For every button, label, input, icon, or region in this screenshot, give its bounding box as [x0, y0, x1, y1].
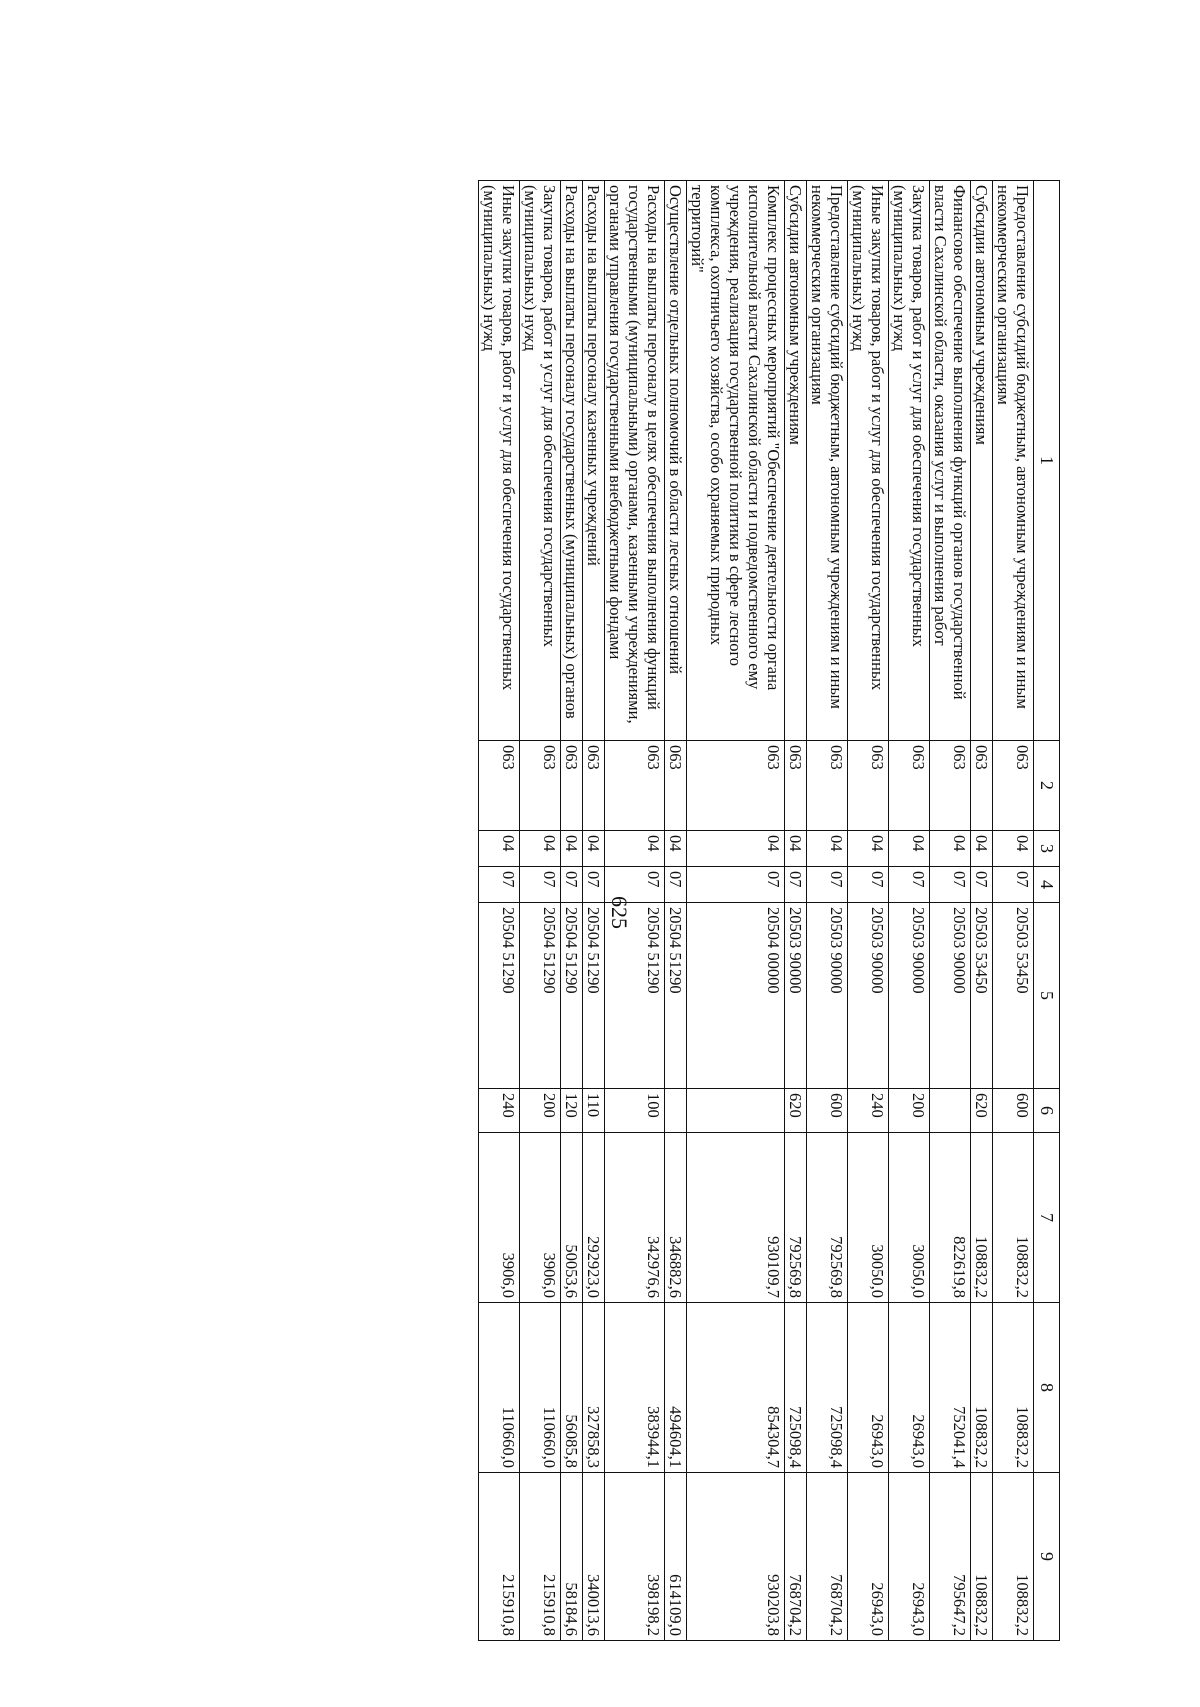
amount-col-9: 58184,6	[561, 1473, 583, 1641]
column-header: 4	[1034, 867, 1060, 903]
amount-col-9: 340013,6	[583, 1473, 605, 1641]
target-article-code: 20504 51290	[561, 903, 583, 1089]
expense-type-code: 600	[807, 1089, 848, 1133]
amount-col-9: 215910,8	[520, 1473, 561, 1641]
table-row	[583, 181, 605, 1641]
expense-type-code: 200	[889, 1089, 930, 1133]
target-article-code: 20504 51290	[605, 903, 665, 1089]
amount-col-8: 26943,0	[889, 1303, 930, 1473]
amount-col-8: 725098,4	[785, 1303, 807, 1473]
row-description: Субсидии автономным учреждениям	[785, 181, 807, 741]
amount-col-9: 795647,2	[930, 1473, 971, 1641]
amount-col-8: 108832,2	[971, 1303, 993, 1473]
target-article-code: 20504 51290	[583, 903, 605, 1089]
table-row	[971, 181, 993, 1641]
target-article-code: 20504 00000	[687, 903, 785, 1089]
target-article-code: 20504 51290	[665, 903, 687, 1089]
amount-col-8: 110660,0	[520, 1303, 561, 1473]
ministry-code: 063	[561, 741, 583, 831]
amount-col-9: 108832,2	[993, 1473, 1034, 1641]
amount-col-7: 292923,0	[583, 1133, 605, 1303]
expense-type-code: 200	[520, 1089, 561, 1133]
row-description: Предоставление субсидий бюджетным, автономным учреждениям и иным некоммерческим организациям	[993, 181, 1034, 741]
amount-col-9: 768704,2	[785, 1473, 807, 1641]
subsection-code: 07	[561, 867, 583, 903]
table-row	[479, 181, 520, 1641]
amount-col-9: 930203,8	[687, 1473, 785, 1641]
table-row	[605, 181, 665, 1641]
section-code: 04	[561, 831, 583, 867]
amount-col-7: 3906,0	[520, 1133, 561, 1303]
row-description: Закупка товаров, работ и услуг для обеспечения государственных (муниципальных) нужд	[889, 181, 930, 741]
column-header: 9	[1034, 1473, 1060, 1641]
target-article-code: 20504 51290	[479, 903, 520, 1089]
ministry-code: 063	[971, 741, 993, 831]
table-row	[848, 181, 889, 1641]
ministry-code: 063	[665, 741, 687, 831]
target-article-code: 20503 53450	[971, 903, 993, 1089]
amount-col-7: 108832,2	[993, 1133, 1034, 1303]
table-row	[520, 181, 561, 1641]
section-code: 04	[605, 831, 665, 867]
amount-col-7: 346882,6	[665, 1133, 687, 1303]
subsection-code: 07	[889, 867, 930, 903]
amount-col-7: 108832,2	[971, 1133, 993, 1303]
subsection-code: 07	[930, 867, 971, 903]
row-description: Иные закупки товаров, работ и услуг для обеспечения государственных (муниципальных) нужд	[479, 181, 520, 741]
amount-col-8: 383944,1	[605, 1303, 665, 1473]
table-row	[785, 181, 807, 1641]
subsection-code: 07	[687, 867, 785, 903]
amount-col-9: 215910,8	[479, 1473, 520, 1641]
column-header: 6	[1034, 1089, 1060, 1133]
expense-type-code: 240	[479, 1089, 520, 1133]
section-code: 04	[665, 831, 687, 867]
ministry-code: 063	[785, 741, 807, 831]
page-number: 625	[607, 896, 632, 929]
section-code: 04	[930, 831, 971, 867]
target-article-code: 20503 90000	[785, 903, 807, 1089]
subsection-code: 07	[848, 867, 889, 903]
amount-col-8: 752041,4	[930, 1303, 971, 1473]
amount-col-8: 26943,0	[848, 1303, 889, 1473]
row-description: Комплекс процессных мероприятий "Обеспечение деятельности органа исполнительной власти Сахалинской области и подведомственного ему учреждения, реализация государственной политики в сфере лесного комплекса, охотничьего хозяйства, особо охраняемых природных территорий"	[687, 181, 785, 741]
amount-col-7: 3906,0	[479, 1133, 520, 1303]
amount-col-8: 725098,4	[807, 1303, 848, 1473]
ministry-code: 063	[583, 741, 605, 831]
amount-col-7: 342976,6	[605, 1133, 665, 1303]
amount-col-8: 854304,7	[687, 1303, 785, 1473]
table-row	[889, 181, 930, 1641]
expense-type-code: 110	[583, 1089, 605, 1133]
expense-type-code: 600	[993, 1089, 1034, 1133]
column-header: 3	[1034, 831, 1060, 867]
ministry-code: 063	[889, 741, 930, 831]
amount-col-9: 768704,2	[807, 1473, 848, 1641]
table-row	[665, 181, 687, 1641]
subsection-code: 07	[665, 867, 687, 903]
column-header: 1	[1034, 181, 1060, 741]
ministry-code: 063	[479, 741, 520, 831]
target-article-code: 20503 90000	[930, 903, 971, 1089]
expense-type-code: 620	[971, 1089, 993, 1133]
amount-col-7: 822619,8	[930, 1133, 971, 1303]
amount-col-8: 108832,2	[993, 1303, 1034, 1473]
table-row	[561, 181, 583, 1641]
amount-col-7: 30050,0	[889, 1133, 930, 1303]
expense-type-code	[665, 1089, 687, 1133]
amount-col-9: 398198,2	[605, 1473, 665, 1641]
amount-col-9: 614109,0	[665, 1473, 687, 1641]
expense-type-code	[687, 1089, 785, 1133]
row-description: Иные закупки товаров, работ и услуг для обеспечения государственных (муниципальных) нужд	[848, 181, 889, 741]
row-description: Расходы на выплаты персоналу государственных (муниципальных) органов	[561, 181, 583, 741]
amount-col-7: 792569,8	[785, 1133, 807, 1303]
row-description: Закупка товаров, работ и услуг для обеспечения государственных (муниципальных) нужд	[520, 181, 561, 741]
subsection-code: 07	[583, 867, 605, 903]
amount-col-8: 110660,0	[479, 1303, 520, 1473]
section-code: 04	[889, 831, 930, 867]
table-row	[930, 181, 971, 1641]
section-code: 04	[807, 831, 848, 867]
table-row	[687, 181, 785, 1641]
amount-col-9: 26943,0	[848, 1473, 889, 1641]
ministry-code: 063	[930, 741, 971, 831]
column-header: 2	[1034, 741, 1060, 831]
subsection-code: 07	[993, 867, 1034, 903]
amount-col-7: 792569,8	[807, 1133, 848, 1303]
target-article-code: 20503 90000	[848, 903, 889, 1089]
row-description: Расходы на выплаты персоналу в целях обеспечения выполнения функций государственными (муниципальными) органами, казенными учреждениями, органами управления государственными внебюджетными фондами	[605, 181, 665, 741]
row-description: Осуществление отдельных полномочий в области лесных отношений	[665, 181, 687, 741]
table-row	[807, 181, 848, 1641]
subsection-code: 07	[479, 867, 520, 903]
subsection-code: 07	[971, 867, 993, 903]
target-article-code: 20504 51290	[520, 903, 561, 1089]
column-header: 7	[1034, 1133, 1060, 1303]
ministry-code: 063	[848, 741, 889, 831]
rotated-table-frame	[478, 180, 1060, 1641]
section-code: 04	[520, 831, 561, 867]
expense-type-code: 120	[561, 1089, 583, 1133]
section-code: 04	[479, 831, 520, 867]
budget-table	[478, 180, 1060, 1641]
subsection-code: 07	[807, 867, 848, 903]
ministry-code: 063	[687, 741, 785, 831]
target-article-code: 20503 90000	[889, 903, 930, 1089]
amount-col-8: 327858,3	[583, 1303, 605, 1473]
target-article-code: 20503 90000	[807, 903, 848, 1089]
subsection-code: 07	[785, 867, 807, 903]
target-article-code: 20503 53450	[993, 903, 1034, 1089]
amount-col-9: 26943,0	[889, 1473, 930, 1641]
amount-col-7: 50053,6	[561, 1133, 583, 1303]
section-code: 04	[993, 831, 1034, 867]
subsection-code: 07	[520, 867, 561, 903]
expense-type-code: 620	[785, 1089, 807, 1133]
row-description: Субсидии автономным учреждениям	[971, 181, 993, 741]
amount-col-8: 494604,1	[665, 1303, 687, 1473]
amount-col-9: 108832,2	[971, 1473, 993, 1641]
section-code: 04	[583, 831, 605, 867]
expense-type-code: 100	[605, 1089, 665, 1133]
ministry-code: 063	[807, 741, 848, 831]
ministry-code: 063	[993, 741, 1034, 831]
row-description: Предоставление субсидий бюджетным, автономным учреждениям и иным некоммерческим организациям	[807, 181, 848, 741]
row-description: Расходы на выплаты персоналу казенных учреждений	[583, 181, 605, 741]
amount-col-7: 930109,7	[687, 1133, 785, 1303]
row-description: Финансовое обеспечение выполнения функций органов государственной власти Сахалинской области, оказания услуг и выполнения работ	[930, 181, 971, 741]
column-header: 8	[1034, 1303, 1060, 1473]
section-code: 04	[785, 831, 807, 867]
table-header-row	[1034, 181, 1060, 1641]
ministry-code: 063	[605, 741, 665, 831]
amount-col-7: 30050,0	[848, 1133, 889, 1303]
column-header: 5	[1034, 903, 1060, 1089]
section-code: 04	[848, 831, 889, 867]
section-code: 04	[971, 831, 993, 867]
subsection-code: 07	[605, 867, 665, 903]
ministry-code: 063	[520, 741, 561, 831]
expense-type-code: 240	[848, 1089, 889, 1133]
expense-type-code	[930, 1089, 971, 1133]
section-code: 04	[687, 831, 785, 867]
table-row	[993, 181, 1034, 1641]
amount-col-8: 56085,8	[561, 1303, 583, 1473]
